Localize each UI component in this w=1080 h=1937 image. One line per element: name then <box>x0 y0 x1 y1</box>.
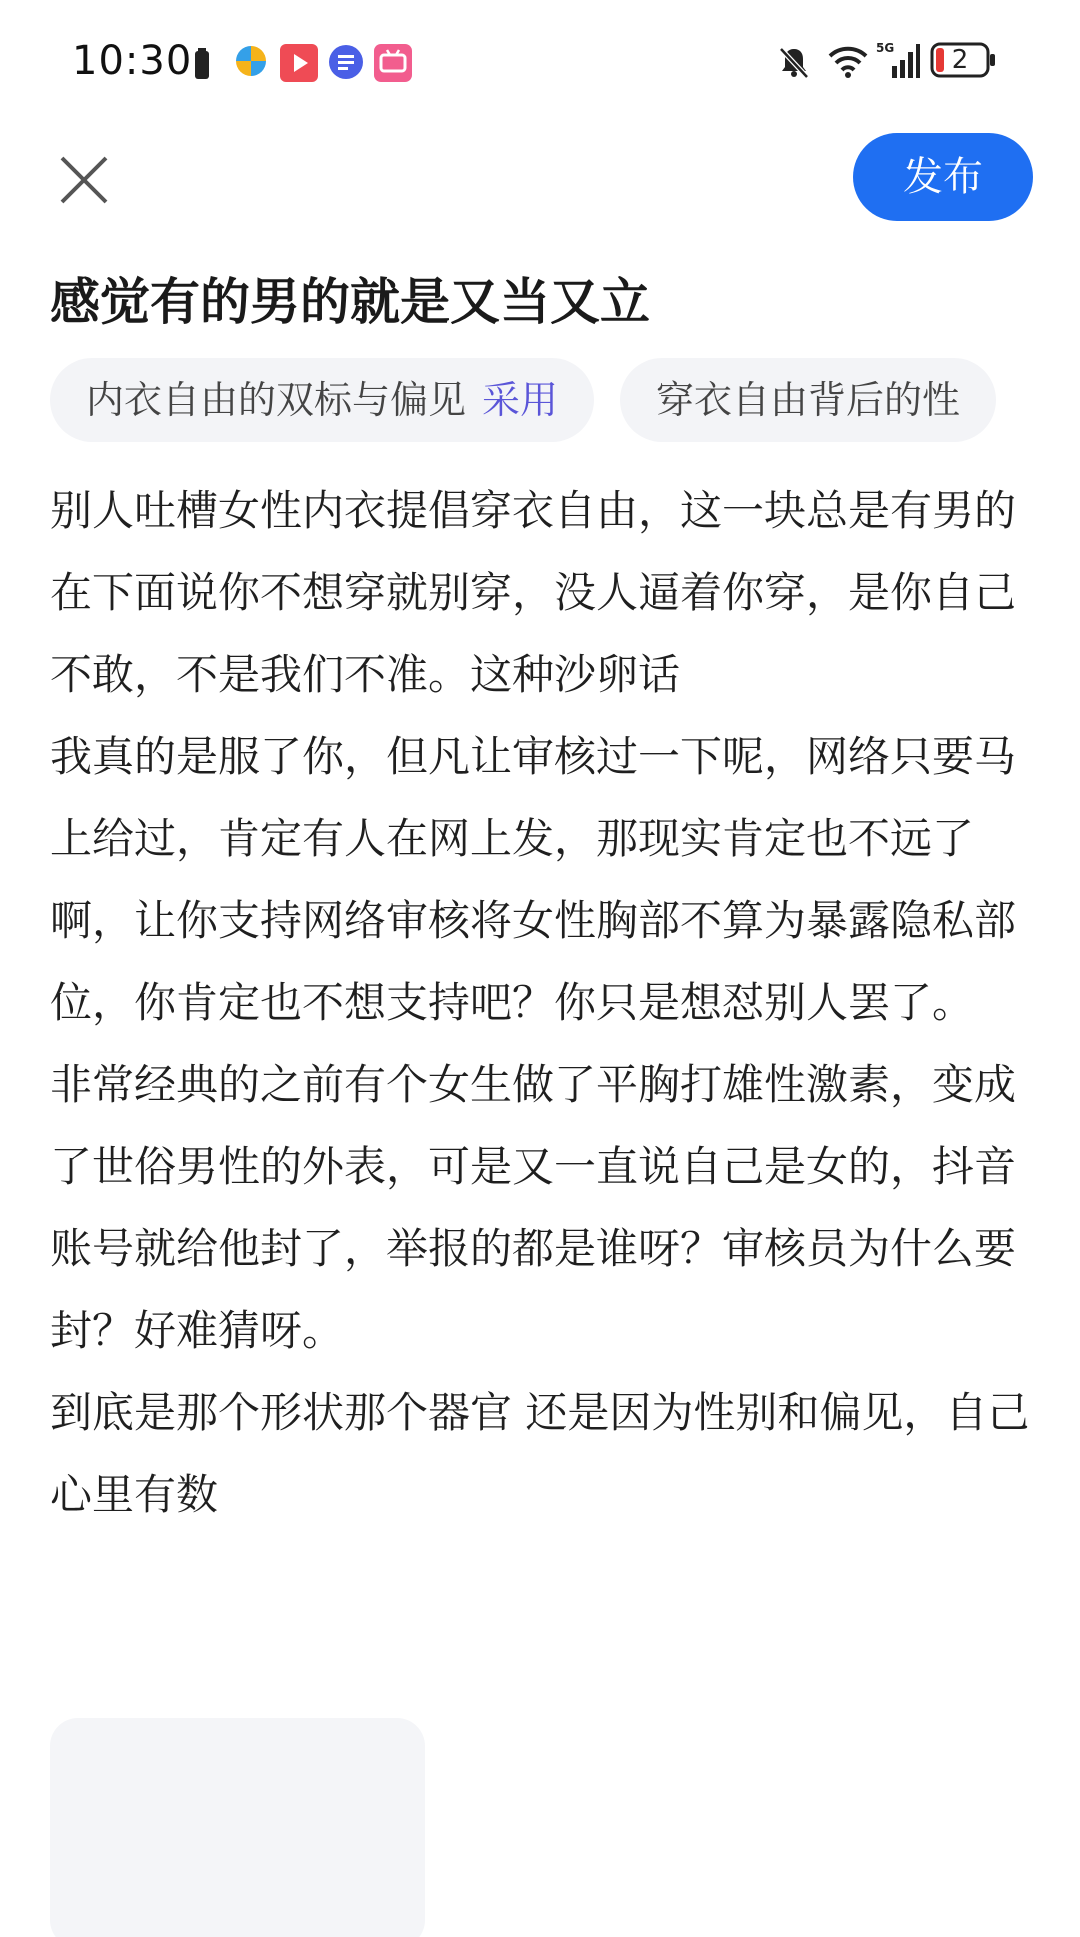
battery-icon <box>930 42 996 78</box>
body-paragraph: 非常经典的之前有个女生做了平胸打雄性激素，变成了世俗男性的外表，可是又一直说自己是女的，抖音账号就给他封了，举报的都是谁呀？审核员为什么要封？好难猜呀。 <box>50 1060 1017 1355</box>
publish-button[interactable]: 发布 <box>853 133 1033 221</box>
pinwheel-app-icon <box>234 44 268 78</box>
suggestion-chip[interactable] <box>620 358 996 442</box>
phone-battery-icon <box>194 48 210 80</box>
post-title[interactable]: 感觉有的男的就是又当又立 <box>50 273 650 331</box>
post-body-editor[interactable] <box>50 470 1035 1536</box>
body-paragraph: 到底是那个形状那个器官 还是因为性别和偏见，自己心里有数 <box>50 1388 1030 1519</box>
close-button[interactable] <box>54 150 114 210</box>
chip-text: 穿衣自由背后的性 <box>656 378 961 422</box>
suggestion-chips <box>50 358 1080 442</box>
status-right-group <box>776 40 1016 84</box>
suggestion-chip[interactable] <box>50 358 594 442</box>
body-paragraph: 我真的是服了你，但凡让审核过一下呢，网络只要马上给过，肯定有人在网上发，那现实肯定也不远了啊，让你支持网络审核将女性胸部不算为暴露隐私部位，你肯定也不想支持吧？你只是想怼别人罢了。 <box>50 732 1017 1027</box>
svg-text:5G: 5G <box>876 41 895 55</box>
5g-signal-icon <box>876 40 920 80</box>
body-paragraph: 别人吐槽女性内衣提倡穿衣自由，这一块总是有男的在下面说你不想穿就别穿，没人逼着你穿，是你自己不敢，不是我们不准。这种沙卵话 <box>50 486 1017 699</box>
close-icon <box>54 150 114 210</box>
status-time: 10:30 <box>72 38 193 84</box>
wifi-icon <box>828 46 868 78</box>
battery-level: 2 <box>951 45 969 75</box>
chip-text: 内衣自由的双标与偏见 <box>86 378 467 422</box>
status-bar <box>0 0 1080 120</box>
mute-bell-icon <box>776 44 812 80</box>
tieba-app-icon <box>328 44 364 80</box>
bilibili-app-icon <box>374 44 412 82</box>
image-placeholder[interactable] <box>50 1718 425 1937</box>
video-app-icon <box>280 44 318 82</box>
adopt-link[interactable]: 采用 <box>482 378 559 422</box>
